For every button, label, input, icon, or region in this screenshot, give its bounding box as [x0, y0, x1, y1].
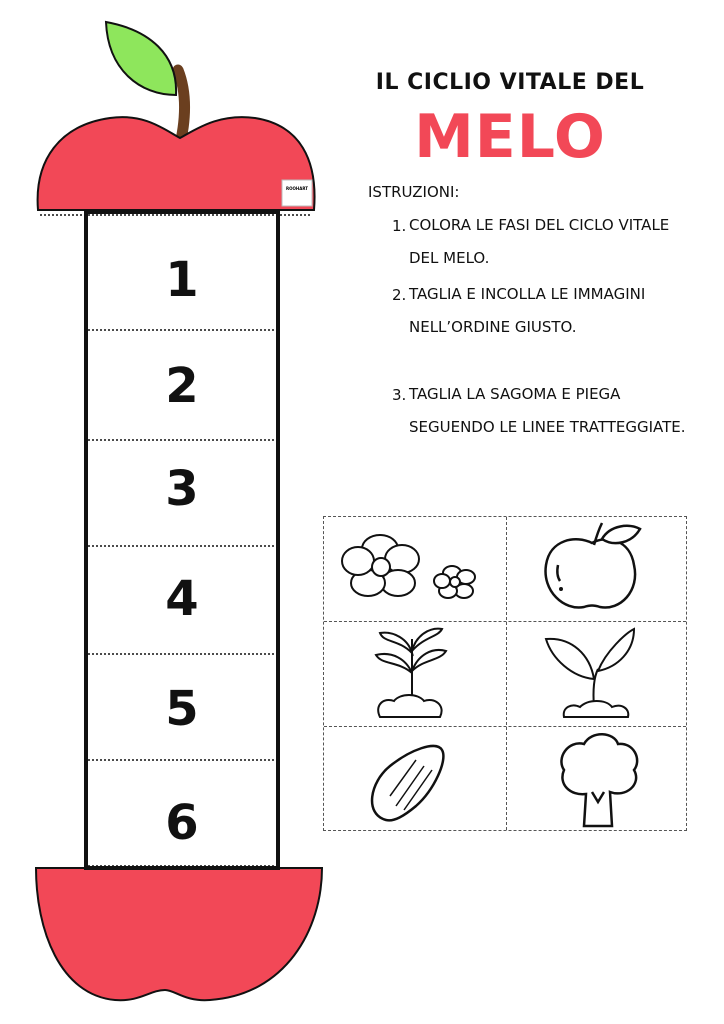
instruction-number: 2. [392, 286, 407, 304]
slot-number-5: 5 [165, 681, 199, 737]
slot-number-6: 6 [165, 795, 199, 851]
instruction-number: 3. [392, 386, 407, 404]
instruction-number: 1. [392, 217, 407, 235]
cutout-grid [323, 516, 687, 831]
flower-icon[interactable] [324, 517, 506, 621]
seed-icon[interactable] [324, 726, 506, 832]
instruction-text: TAGLIA LA SAGOMA E PIEGA SEGUENDO LE LINEE TRATTEGGIATE. [409, 385, 686, 436]
instructions-heading: ISTRUZIONI: [368, 183, 460, 201]
slot-number-4: 4 [165, 571, 199, 627]
sprout-icon[interactable] [506, 621, 688, 726]
slot-number-3: 3 [165, 461, 199, 517]
apple-bottom [36, 868, 322, 1000]
title-line-2: MELO [414, 102, 606, 172]
title-line-1: IL CICLIO VITALE DEL [375, 70, 645, 95]
slot-number-1: 1 [165, 252, 199, 308]
instruction-text: COLORA LE FASI DEL CICLO VITALE DEL MELO. [409, 216, 670, 267]
apple-top [38, 117, 315, 210]
seedling-icon[interactable] [324, 621, 506, 726]
stem-icon [178, 70, 185, 145]
leaf-icon [106, 22, 176, 95]
slot-number-2: 2 [165, 358, 199, 414]
instruction-text: TAGLIA E INCOLLA LE IMMAGINI NELL’ORDINE GIUSTO. [409, 285, 646, 336]
tree-icon[interactable] [506, 726, 688, 832]
apple-icon[interactable] [506, 517, 688, 621]
number-strip [86, 212, 278, 868]
logo: ROOHART [286, 186, 308, 191]
